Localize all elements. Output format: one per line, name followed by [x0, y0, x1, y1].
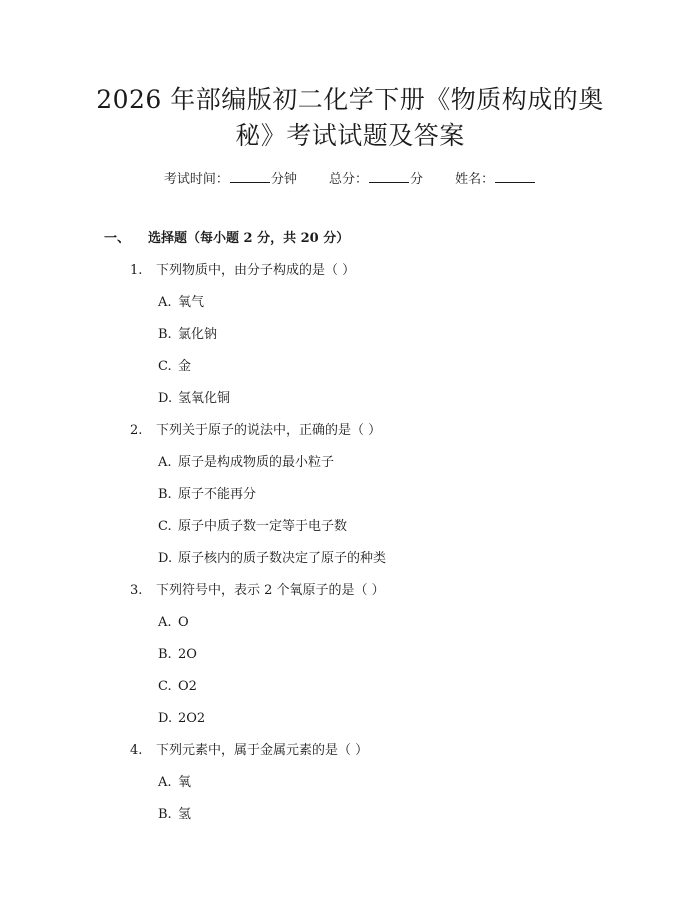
- question-text: 下列关于原子的说法中，正确的是（ ）: [156, 423, 382, 438]
- option-text: 氢氧化铜: [178, 391, 231, 406]
- option-letter: D.: [158, 551, 173, 566]
- section-heading: [104, 230, 349, 248]
- student-name-label: 姓名：: [455, 172, 495, 187]
- total-score-unit: 分: [410, 172, 424, 187]
- q2-option-d[interactable]: [158, 550, 386, 568]
- exam-time-unit: 分钟: [270, 172, 297, 187]
- question-3: [130, 582, 385, 600]
- question-1: [130, 262, 355, 280]
- option-letter: C.: [158, 519, 172, 534]
- q4-option-b[interactable]: [158, 806, 191, 824]
- q1-option-d[interactable]: [158, 390, 230, 408]
- total-score-blank[interactable]: [369, 170, 409, 183]
- option-text: 氯化钠: [178, 327, 218, 342]
- question-4: [130, 742, 368, 760]
- q3-option-c[interactable]: [158, 678, 197, 696]
- question-text: 下列物质中，由分子构成的是（ ）: [156, 263, 356, 278]
- q1-option-a[interactable]: [158, 294, 204, 312]
- option-text: 氧气: [178, 295, 205, 310]
- option-letter: C.: [158, 359, 172, 374]
- option-letter: B.: [158, 487, 172, 502]
- option-text: O2: [178, 679, 197, 694]
- total-score: [329, 172, 423, 187]
- option-letter: D.: [158, 391, 173, 406]
- option-letter: A.: [158, 615, 172, 630]
- question-number: 4.: [130, 743, 143, 758]
- option-text: 2O: [178, 647, 197, 662]
- option-text: O: [178, 615, 189, 630]
- q2-option-a[interactable]: [158, 454, 334, 472]
- option-text: 原子核内的质子数决定了原子的种类: [178, 551, 387, 566]
- exam-time-label: 考试时间：: [163, 172, 229, 187]
- option-letter: C.: [158, 679, 172, 694]
- q1-option-b[interactable]: [158, 326, 217, 344]
- option-letter: B.: [158, 327, 172, 342]
- total-score-label: 总分：: [328, 172, 368, 187]
- option-text: 氢: [178, 807, 192, 822]
- section-number: 一、: [104, 231, 131, 246]
- question-number: 3.: [130, 583, 143, 598]
- q3-option-d[interactable]: [158, 710, 205, 728]
- question-text: 下列元素中，属于金属元素的是（ ）: [156, 743, 369, 758]
- question-number: 2.: [130, 423, 143, 438]
- section-title: 选择题（每小题 2 分，共 20 分）: [148, 231, 350, 246]
- q2-option-c[interactable]: [158, 518, 347, 536]
- question-number: 1.: [130, 263, 143, 278]
- student-name-blank[interactable]: [495, 170, 535, 183]
- option-text: 原子是构成物质的最小粒子: [178, 455, 335, 470]
- title-line-2: 秘》考试试题及答案: [235, 121, 465, 150]
- option-letter: A.: [158, 775, 172, 790]
- option-letter: B.: [158, 647, 172, 662]
- option-letter: A.: [158, 455, 172, 470]
- option-text: 原子中质子数一定等于电子数: [178, 519, 348, 534]
- option-letter: D.: [158, 711, 173, 726]
- q3-option-b[interactable]: [158, 646, 197, 664]
- q2-option-b[interactable]: [158, 486, 256, 504]
- option-text: 原子不能再分: [178, 487, 257, 502]
- exam-time: [164, 172, 297, 187]
- page-title: [40, 82, 660, 154]
- option-letter: B.: [158, 807, 172, 822]
- option-text: 金: [178, 359, 192, 374]
- exam-time-blank[interactable]: [230, 170, 270, 183]
- exam-meta: [0, 170, 700, 189]
- q3-option-a[interactable]: [158, 614, 189, 632]
- option-text: 氧: [178, 775, 192, 790]
- question-2: [130, 422, 381, 440]
- title-line-1: 2026 年部编版初二化学下册《物质构成的奥: [96, 85, 604, 114]
- q4-option-a[interactable]: [158, 774, 191, 792]
- q1-option-c[interactable]: [158, 358, 191, 376]
- option-text: 2O2: [178, 711, 206, 726]
- question-text: 下列符号中，表示 2 个氧原子的是（ ）: [156, 583, 385, 598]
- option-letter: A.: [158, 295, 172, 310]
- student-name: [455, 172, 536, 187]
